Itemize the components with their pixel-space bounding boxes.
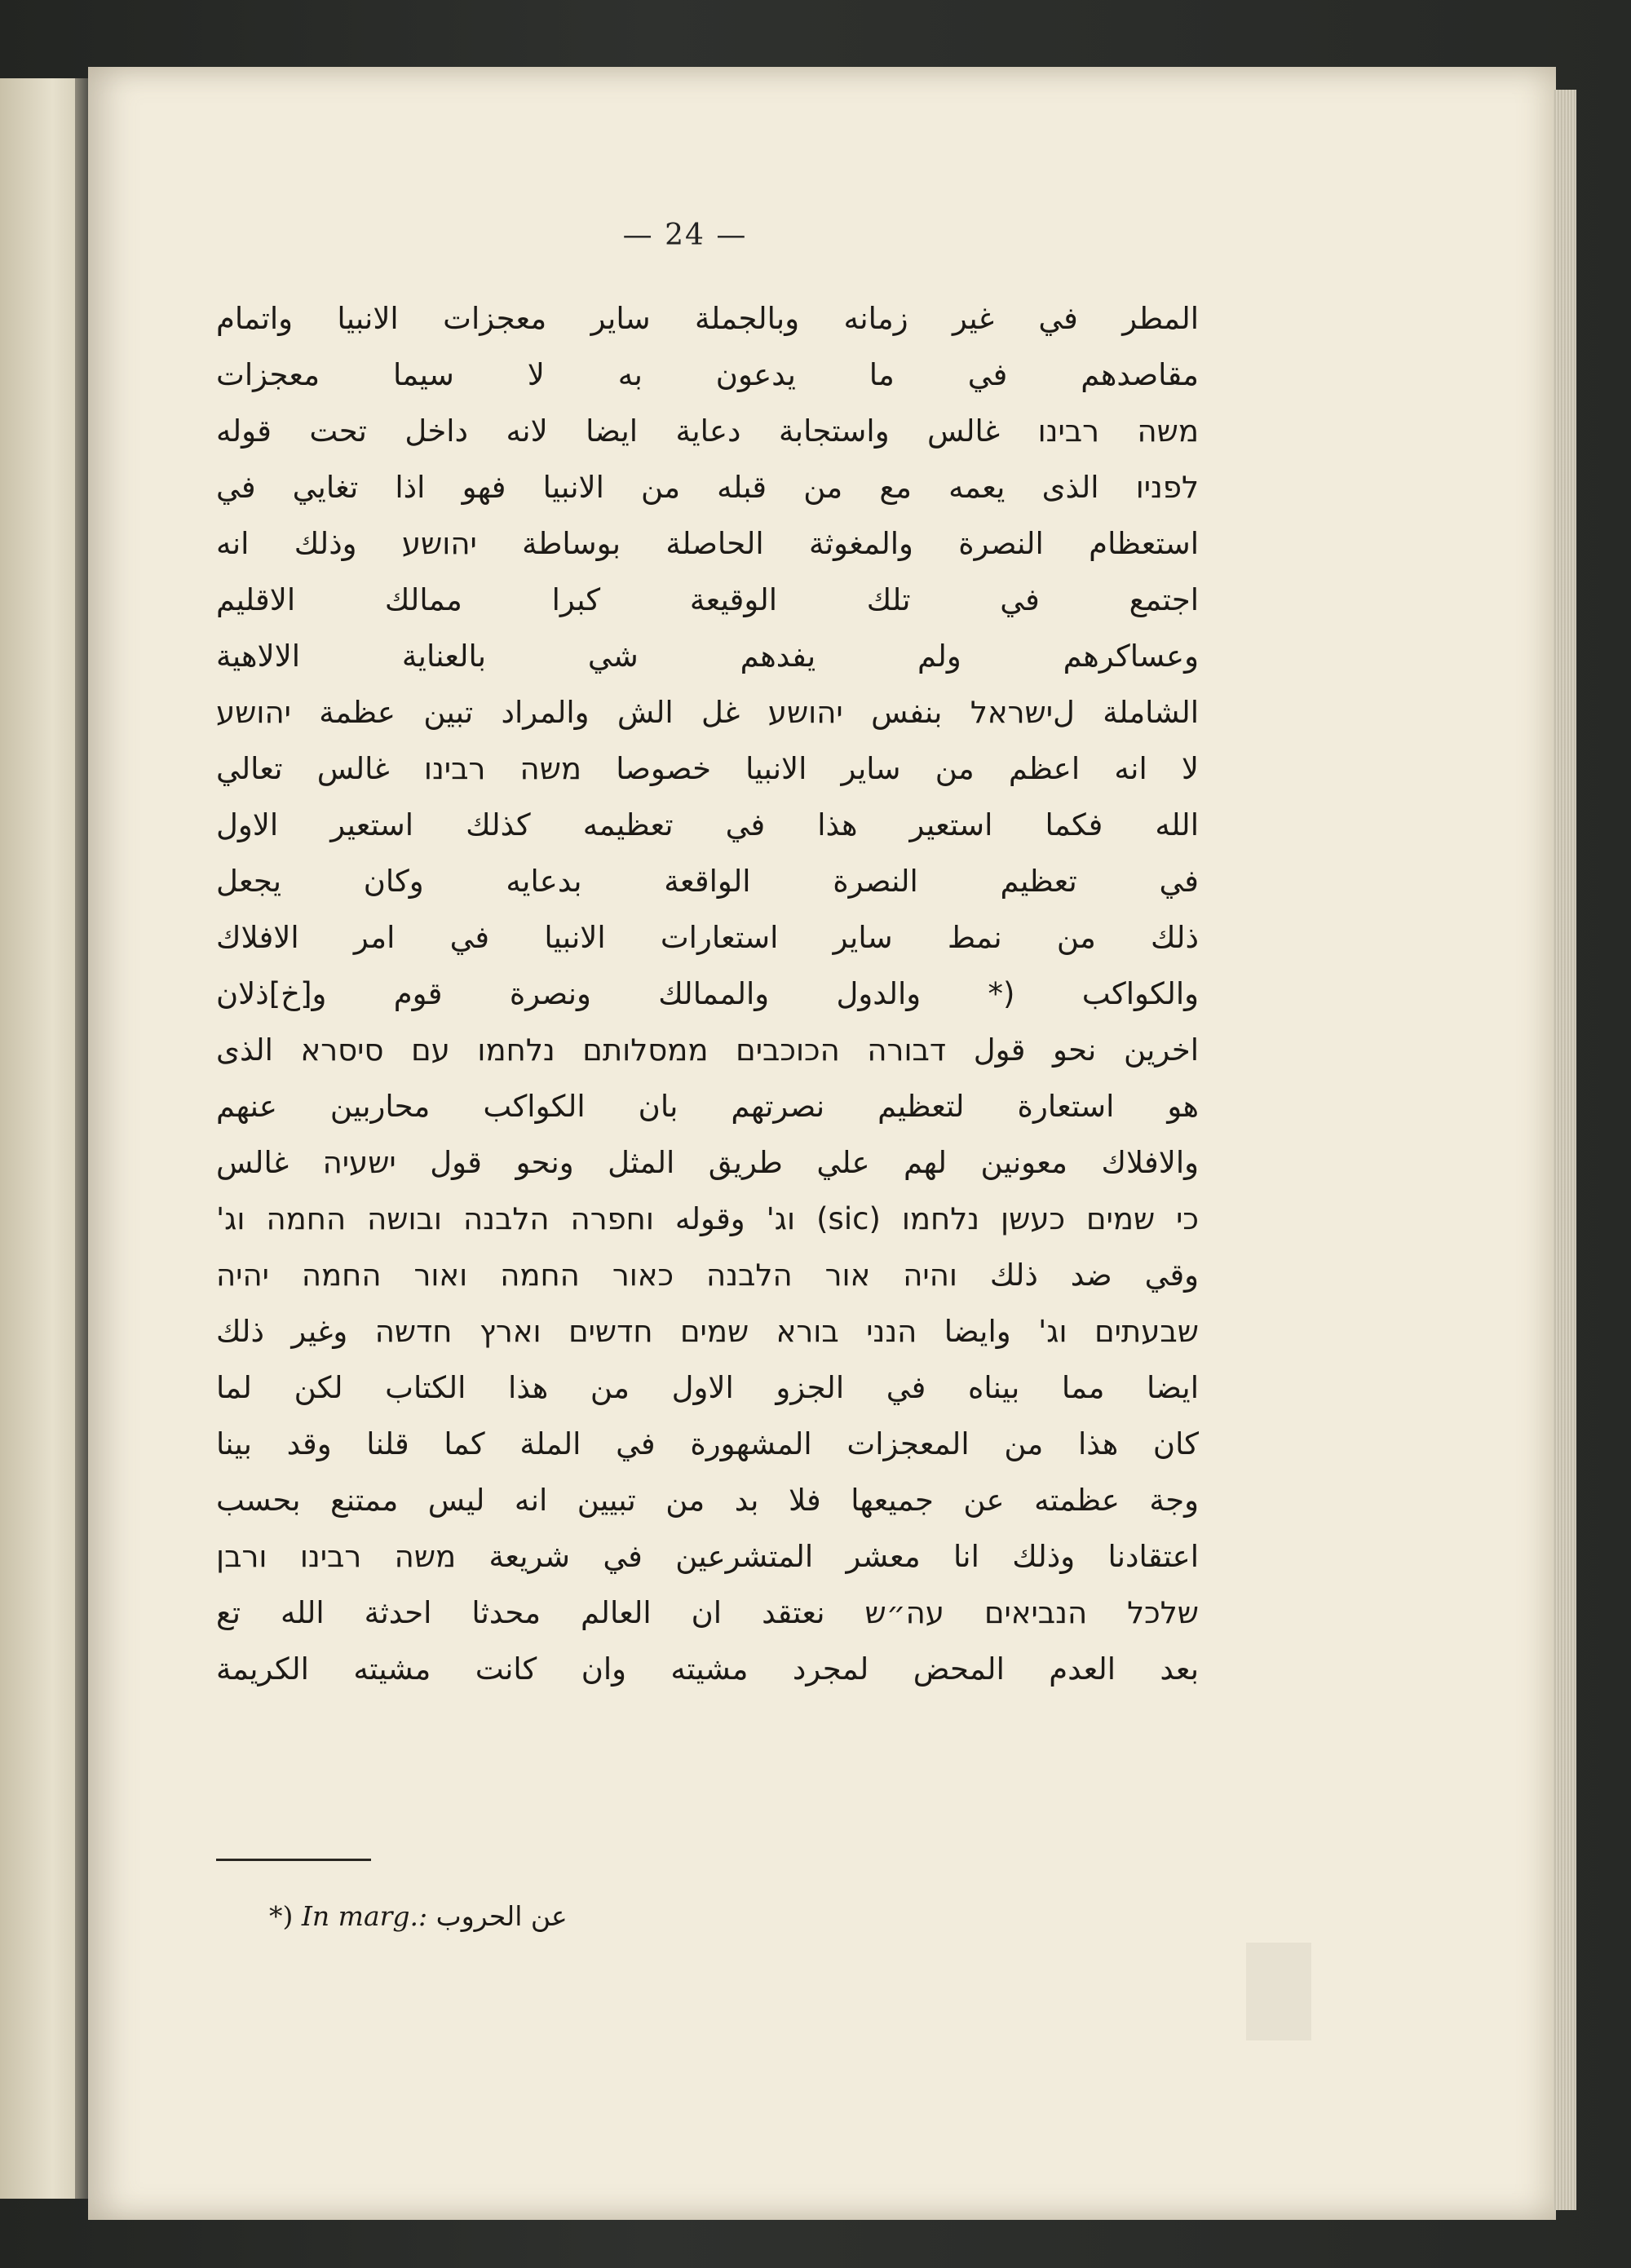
text-line: في تعظيم النصرة الواقعة بدعايه وكان يجعل: [216, 864, 1199, 899]
text-line: ايضا مما بيناه في الجزو الاول من هذا الكتاب لكن لما: [216, 1370, 1199, 1405]
text-line: والافلاك معونين لهم علي طريق المثل ونحو قول ישעיה غالس: [216, 1145, 1199, 1180]
text-line: المطر في غير زمانه وبالجملة ساير معجزات الانبيا واتمام: [216, 301, 1199, 336]
text-line: بعد العدم المحض لمجرد مشيته وان كانت مشيته الكريمة: [216, 1651, 1199, 1687]
text-line: ذلك من نمط ساير استعارات الانبيا في امر الافلاك: [216, 920, 1199, 955]
text-line: لا انه اعظم من ساير الانبيا خصوصا משה רבינו غالس تعالي: [216, 751, 1199, 786]
text-line: استعظام النصرة والمغوثة الحاصلة بوساطة יהושע وذلك انه: [216, 526, 1199, 561]
text-line: כי שמים כעשן נלחמו (sic) וג' وقوله וחפרה הלבנה ובושה החמה וג': [216, 1201, 1199, 1236]
text-line: שבעתים וג' وايضا הנני בורא שמים חדשים וארץ חדשה وغير ذلك: [216, 1314, 1199, 1349]
text-line: هو استعارة لتعظيم نصرتهم بان الكواكب محاربين عنهم: [216, 1089, 1199, 1124]
facing-page-edge: [0, 78, 75, 2199]
text-line: اجتمع في تلك الوقيعة كبرا ممالك الاقليم: [216, 582, 1199, 617]
text-line: والكواكب (* والدول والممالك ونصرة قوم و[خ]ذلان: [216, 976, 1199, 1011]
text-line: وعساكرهم ولم يفدهم شي بالعناية الالاهية: [216, 639, 1199, 674]
text-line: الشاملة لישראל بنفس יהושע غل الش والمراد تبين عظمة יהושע: [216, 695, 1199, 730]
text-line: משה רבינו غالس واستجابة دعاية ايضا لانه داخل تحت قوله: [216, 413, 1199, 449]
body-text: [216, 290, 1199, 1697]
text-line: كان هذا من المعجزات المشهورة في الملة كما قلنا وقد بينا: [216, 1426, 1199, 1461]
text-line: اعتقادنا وذلك انا معشر المتشرعين في شريعة משה רבינו ורבן: [216, 1539, 1199, 1574]
ink-bleed: [1246, 1943, 1311, 2040]
page-number: — 24 —: [622, 219, 748, 252]
text-line: اخرين نحو قول דבורה הכוכבים ממסלותם נלחמו עם סיסרא الذى: [216, 1032, 1199, 1068]
footnote-rule: [216, 1859, 371, 1861]
text-line: وقي ضد ذلك והיה אור הלבנה כאור החמה ואור החמה יהיה: [216, 1258, 1199, 1293]
footnote-text: عن الحروب: [435, 1900, 568, 1932]
text-line: مقاصدهم في ما يدعون به لا سيما معجزات: [216, 357, 1199, 392]
page-stack-edges: [1554, 90, 1576, 2210]
text-line: שלכל הנביאים עה״ש نعتقد ان العالم محدثا احدثة الله تع: [216, 1595, 1199, 1630]
text-line: وجة عظمته عن جميعها فلا بد من تبيين انه ليس ممتنع بحسب: [216, 1483, 1199, 1518]
footnote-mark: *): [269, 1900, 294, 1932]
text-line: الله فكما استعير هذا في تعظيمه كذلك استعير الاول: [216, 807, 1199, 842]
footnote: [269, 1900, 758, 1941]
text-line: לפניו الذى يعمه مع من قبله من الانبيا فهو اذا تغايي في: [216, 470, 1199, 505]
footnote-label: In marg.:: [301, 1900, 428, 1932]
